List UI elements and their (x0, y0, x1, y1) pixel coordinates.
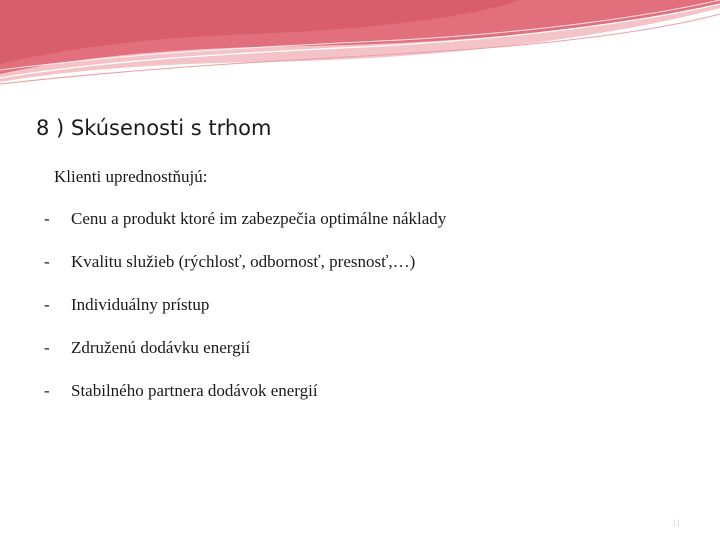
bullet-item (44, 252, 446, 295)
bullet-text: Cenu a produkt ktoré im zabezpečia optimálne náklady (71, 209, 447, 228)
page-number: 11 (672, 518, 681, 528)
bullet-marker: - (44, 209, 50, 228)
slide-title: 8 ) Skúsenosti s trhom (36, 116, 272, 140)
decorative-banner (0, 0, 720, 110)
bullet-item (44, 381, 446, 424)
bullet-item (44, 209, 446, 252)
bullet-text: Stabilného partnera dodávok energií (71, 381, 318, 400)
bullet-marker: - (44, 252, 50, 271)
bullet-item (44, 295, 446, 338)
bullet-marker: - (44, 381, 50, 400)
bullet-list (44, 209, 446, 424)
bullet-text: Združenú dodávku energií (71, 338, 251, 357)
bullet-marker: - (44, 295, 50, 314)
bullet-text: Kvalitu služieb (rýchlosť, odbornosť, presnosť,…) (71, 252, 416, 271)
intro-text: Klienti uprednostňujú: (54, 167, 208, 186)
bullet-marker: - (44, 338, 50, 357)
bullet-text: Individuálny prístup (71, 295, 210, 314)
bullet-item (44, 338, 446, 381)
